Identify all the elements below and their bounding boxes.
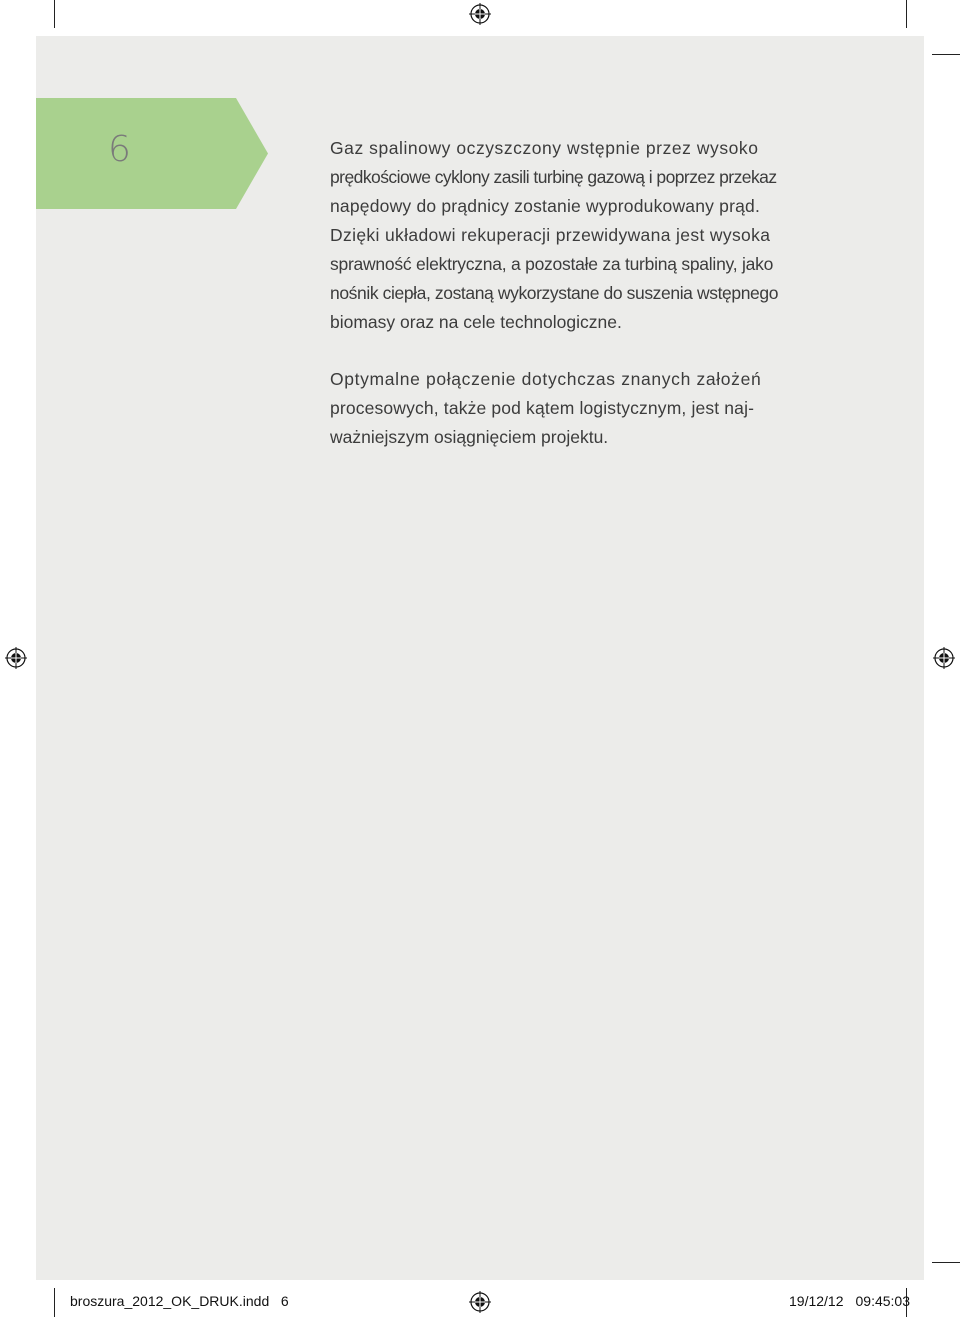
text-line: prędkościowe cyklony zasili turbinę gazową i poprzez przekaz (330, 167, 777, 187)
registration-mark-icon (469, 1291, 491, 1313)
tab-arrow-shape (36, 98, 268, 209)
text-line: Optymalne połączenie dotychczas znanych założeń (330, 369, 762, 389)
crop-mark (932, 54, 960, 55)
text-line: Gaz spalinowy oczyszczony wstępnie przez wysoko (330, 138, 759, 158)
crop-mark (54, 0, 55, 28)
crop-mark (906, 0, 907, 28)
slug-filename-text: broszura_2012_OK_DRUK.indd 6 (70, 1293, 289, 1309)
text-line: Dzięki układowi rekuperacji przewidywana jest wysoka (330, 225, 771, 245)
registration-mark-icon (933, 647, 955, 669)
slug-date: 19/12/12 (789, 1293, 844, 1309)
text-line: ważniejszym osiągnięciem projektu. (330, 427, 609, 447)
crop-mark (932, 1262, 960, 1263)
crop-mark (54, 1288, 55, 1317)
paragraph-gap (330, 337, 820, 365)
text-line: biomasy oraz na cele technologiczne. (330, 312, 622, 332)
body-text (330, 134, 820, 452)
text-line: napędowy do prądnicy zostanie wyprodukowany prąd. (330, 196, 761, 216)
page-number: 6 (108, 129, 131, 170)
slug-datetime (789, 1291, 910, 1311)
registration-mark-icon (5, 647, 27, 669)
page-number-tab (36, 98, 268, 209)
text-line: procesowych, także pod kątem logistycznym, jest naj- (330, 398, 755, 418)
slug-filename (70, 1291, 289, 1311)
slug-time: 09:45:03 (855, 1293, 910, 1309)
text-line: nośnik ciepła, zostaną wykorzystane do suszenia wstępnego (330, 283, 779, 303)
text-line: sprawność elektryczna, a pozostałe za turbiną spaliny, jako (330, 254, 774, 274)
registration-mark-icon (469, 3, 491, 25)
